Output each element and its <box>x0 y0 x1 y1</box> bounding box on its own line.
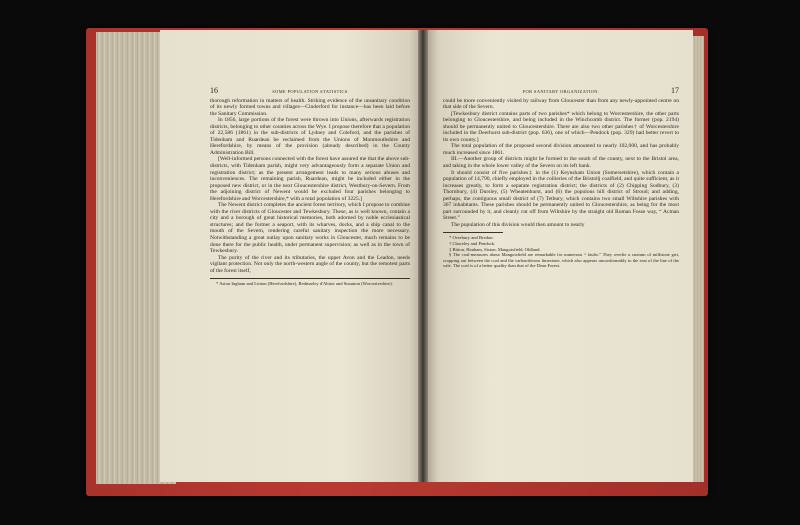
left-paragraph: The purity of the river and its tributaries, the upper Avon and the Leadon, needs vigilant protection. Not only the north-western angle of the county, but the remotest parts of the forest itself, <box>210 254 410 274</box>
footnote-rule <box>210 278 410 279</box>
footnote: * Aston Ingham and Linton (Herefordshire), Redmarley d'Abitot and Staunton (Worcestershire). <box>216 281 393 287</box>
left-paragraph: The Newent district completes the ancient forest territory, which I propose to combine with the river districts of Gloucester and Tewkesbury. These, as is well known, contain a city and a borough of great historical memories, both adorned by noble ecclesiastical structures; and the former a seaport, with its wharves, docks, and a ship canal to the mouth of the Severn, rendering careful sanitary inspection the more necessary. Notwithstanding a great outlay upon sanitary works in Gloucester, much remains to be done there for the public health, under permanent supervision; as well as in the town of Tewkesbury. <box>210 202 410 255</box>
right-paragraph: III.—Another group of districts might be formed to the south of the county, next to the Bristol area, and taking in the whole lower valley of the Severn on its left bank. <box>443 156 679 170</box>
right-page-content <box>443 88 679 269</box>
right-paragraph: It should consist of five parishes‡ in the (1) Keynsham Union (Somersetshire), which contain a population of 14,790, chiefly employed in the collieries of the Bristol§ coalfield, and quite sufficient, as it increases greatly, to form a separate registration district; the districts of (2) Chipping Sodbury, (3) Thornbury, (4) Dursley, (5) Wheatenhurst, and (6) the populous hill district of Stroud; and adding, perhaps, the contiguous small district of (7) Tetbury, which contains two small Wiltshire parishes with 367 inhabitants. These parishes should be permanently united to Gloucestershire, as being for the most part surrounded by it, and cleanly cut off from Wiltshire by the straight old Roman Fosse way, “ Acman Street.” <box>443 169 679 222</box>
footnote: * Overbury and Bredon. <box>449 235 494 241</box>
book-gutter <box>418 30 428 482</box>
right-running-header <box>443 88 679 96</box>
left-running-head: SOME POPULATION STATISTICS <box>272 89 348 94</box>
right-paragraph: The population of this division would then amount to nearly <box>451 221 585 228</box>
left-paragraph: [Well-informed persons connected with the forest have assured me that the above sub-districts, with Tidenham parish, might very advantageously form a separate Union and registration district; as the present arrangement leads to many serious abuses and inconveniences. The remaining parish, Ruardean, might be included either in the proposed new district, or in the next Gloucestershire district, Westbury-on-Severn. From the adjoining district of Newent would be excluded four parishes belonging to Herefordshire and Worcestershire,* with a total population of 3225.] <box>210 156 410 202</box>
right-footnotes <box>443 235 679 269</box>
left-footnotes <box>210 281 410 287</box>
right-running-head: FOR SANITARY ORGANIZATION. <box>522 89 600 94</box>
footnote: § The coal-measures about Mangotsfield are remarkable for numerous “ faults.” They overlie a stratum of millstone grit, cropping out between the coal and the carboniferous limestone, which also appears unconformably to the east of the line of the vale. The coal is of a better quality than that of the Dean Forest. <box>443 252 679 269</box>
left-running-header <box>210 88 410 96</box>
footnote-rule <box>443 232 503 233</box>
right-paragraph: could be more conveniently visited by railway from Gloucester than from any newly-appointed centre on that side of the Severn. <box>443 97 679 111</box>
footnote: † Chaceley and Pendock. <box>449 241 496 247</box>
footnote: ‡ Bitton, Hanham, Siston, Mangotsfield, Oldland. <box>449 246 541 252</box>
left-paragraph: thorough reformation in matters of health. Striking evidence of the unsanitary condition of its newly formed towns and villages—Cinderford for instance—has been laid before the Sanitary Commission. <box>210 97 410 117</box>
right-paragraph: The total population of the proposed second division amounted to nearly 102,000, and has probably much increased since 1861. <box>443 143 679 156</box>
left-page-number: 16 <box>210 86 218 95</box>
left-page-content <box>210 88 410 287</box>
right-paragraph: [Tewkesbury district contains parts of two parishes* which belong to Worcestershire, the other parts belonging to Gloucestershire, and being included in the Winchcomb district. The former (pop. 2194) should be permanently united to Gloucestershire. There are also two other parishes† of Worcestershire included in the Deerhurst sub-district (pop. 636), one of which—Pendock (pop. 329) had better revert to its own county.] <box>443 110 679 143</box>
left-paragraph: In 1856, large portions of the forest were thrown into Unions, afterwards registration districts, belonging to other counties across the Wye. I propose therefore that a population of 22,586 (1861) in the sub-districts of Lydney and Coleford, and the parishes of Tidenham and Ruardean be reclaimed from the Unions of Monmouthshire and Herefordshire, by means of the provision (already described) in the County Administration Bill. <box>210 117 410 156</box>
right-page-number: 17 <box>670 86 679 95</box>
